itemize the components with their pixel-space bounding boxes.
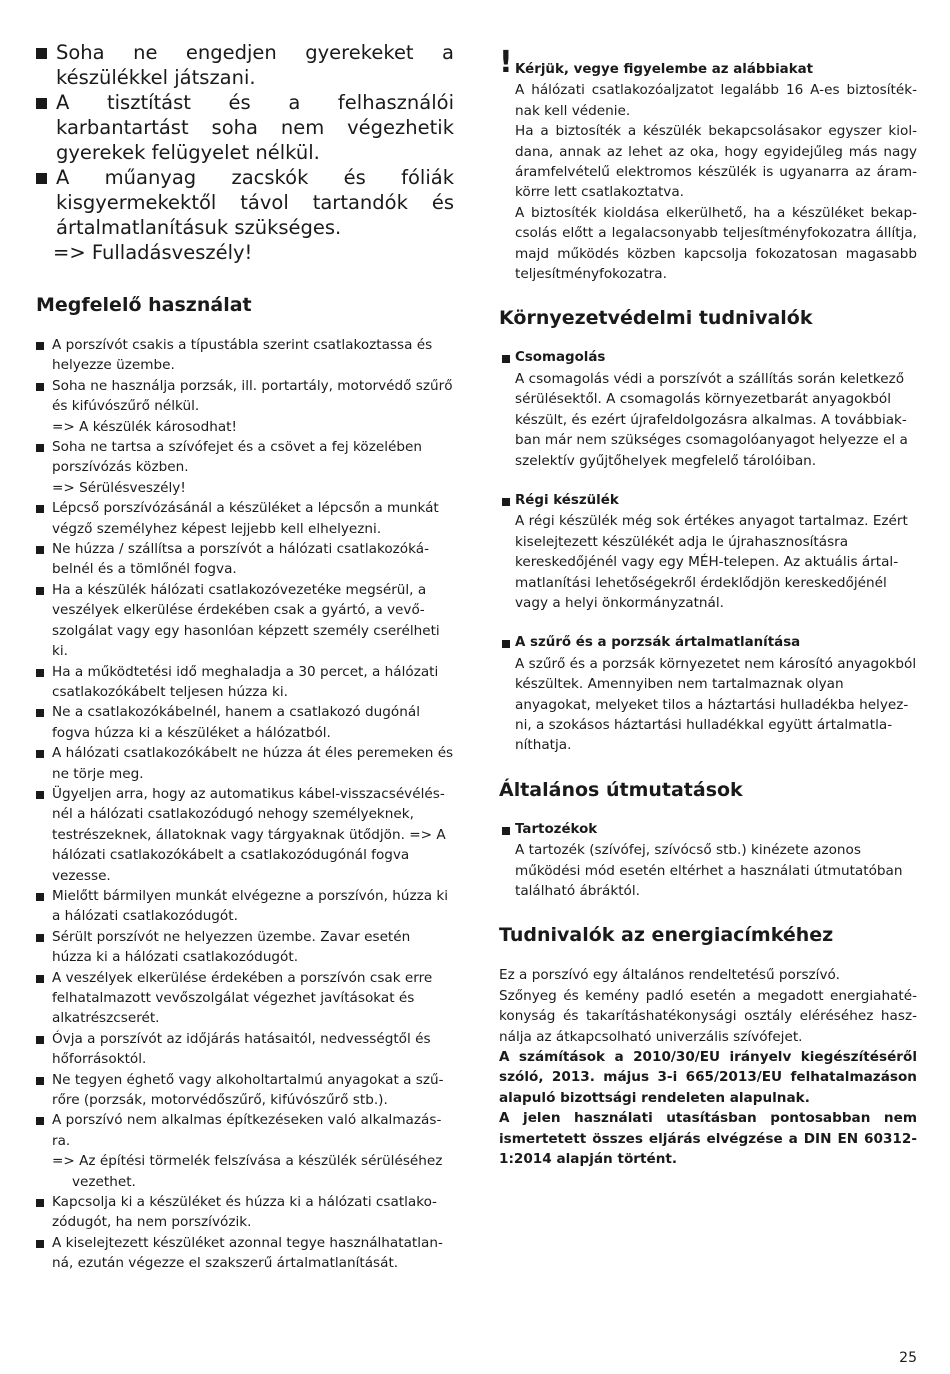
bullet-square-icon: [36, 975, 44, 983]
list-item: [36, 1110, 454, 1192]
bullet-square-icon: [36, 791, 44, 799]
energy-heading: Tudnivalók az energiacímkéhez: [499, 924, 834, 947]
energy-paragraph: Szőnyeg és kemény padló esetén a megadott energiahatékonyság és takarításhatékonysági osztály eléréséhez használja az átkapcsolható univerzális szívófejet.: [499, 987, 917, 1045]
bullet-square-icon: [502, 640, 510, 648]
list-item: [36, 1029, 454, 1070]
list-item: [36, 886, 454, 927]
item-title: A szűrő és a porzsák ártalmatlanítása: [515, 635, 801, 651]
intro-list: [36, 40, 454, 240]
bullet-square-icon: [36, 1117, 44, 1125]
item-text: A porszívót csakis a típustábla szerint csatlakoztassa és helyezze üzembe.: [52, 337, 433, 374]
warning-paragraph: A hálózati csatlakozóaljzatot legalább 16 A-es biztosítéknak kell védenie.: [515, 82, 917, 119]
item-text: Mielőtt bármilyen munkát elvégezne a porszívón, húzza ki a hálózati csatlakozódugót.: [52, 887, 449, 925]
list-item: [36, 40, 454, 90]
list-item: [36, 1233, 454, 1274]
item-note: => Sérülésveszély!: [52, 479, 186, 496]
list-item: [499, 633, 917, 755]
item-text: A csomagolás védi a porszívót a szállítás során keletkező sérülésektől. A csomagolás környezetbarát anyagokból készült, és ezért újrafeldolgozásra alkalmas. A továbbiakban már nem szükséges csomagolóanyagot helyezze el a szelektív gyűjtőhelyek megfelelő tárolóiban.: [515, 370, 908, 469]
item-text: Ne tegyen éghető vagy alkoholtartalmú anyagokat a szűrőre (porzsák, motorvédőszűrő, kifúvószűrő stb.).: [52, 1071, 444, 1109]
intro-text: A műanyag zacskók és fóliák kisgyermekektől távol tartandók és ártalmatlanításuk szükséges.: [56, 166, 454, 239]
usage-list: [36, 335, 454, 1274]
item-text: Soha ne használja porzsák, ill. portartály, motorvédő szűrő és kifúvószűrő nélkül.: [52, 377, 453, 415]
usage-heading: Megfelelő használat: [36, 294, 252, 316]
bullet-square-icon: [36, 98, 47, 109]
bullet-square-icon: [36, 934, 44, 942]
warning-title: Kérjük, vegye figyelembe az alábbiakat: [515, 62, 814, 77]
suffocation-warning: => Fulladásveszély!: [53, 241, 253, 264]
page-number: 25: [899, 1350, 917, 1366]
item-text: Ügyeljen arra, hogy az automatikus kábel-visszacsévélésnél a hálózati csatlakozódugó nehogy személyeknek, testrészeknek, állatoknak vagy tárgyaknak ütődjön. => A hálózati csatlakozókábelt a csatlakozódugónál fogva vezesse.: [52, 785, 446, 884]
bullet-square-icon: [36, 1240, 44, 1248]
list-item: [499, 348, 917, 470]
item-text: Sérült porszívót ne helyezzen üzembe. Zavar esetén húzza ki a hálózati csatlakozódugót.: [52, 928, 411, 966]
item-text: Ha a készülék hálózati csatlakozóvezetéke megsérül, a veszélyek elkerülése érdekében csak a gyártó, a vevőszolgálat vagy egy hasonlóan képzett személy cserélheti ki.: [52, 581, 440, 660]
list-item: [36, 1070, 454, 1111]
energy-regulation-note: A számítások a 2010/30/EU irányelv kiegészítéséről szóló, 2013. május 3-i 665/2013/EU felhatalmazáson alapuló bizottsági rendeleten alapulnak.: [499, 1049, 917, 1106]
left-column: [36, 40, 454, 1274]
item-text: Ne húzza / szállítsa a porszívót a hálózati csatlakozókábelnél és a tömlőnél fogva.: [52, 541, 429, 578]
bullet-square-icon: [36, 342, 44, 350]
intro-text: A tisztítást és a felhasználói karbantartást soha nem végezhetik gyerekek felügyelet nélkül.: [56, 91, 454, 164]
bullet-square-icon: [36, 1036, 44, 1044]
list-item: [36, 498, 454, 539]
bullet-square-icon: [36, 669, 44, 677]
list-item: [36, 90, 454, 165]
item-text: Lépcső porszívózásánál a készüléket a lépcsőn a munkát végző személyhez képest lejjebb kell elhelyezni.: [52, 500, 439, 537]
item-text: A veszélyek elkerülése érdekében a porszívón csak erre felhatalmazott vevőszolgálat végezhet javításokat és alkatrészcserét.: [52, 969, 433, 1027]
bullet-square-icon: [36, 1199, 44, 1207]
bullet-square-icon: [36, 1077, 44, 1085]
item-title: Csomagolás: [515, 350, 606, 366]
bullet-square-icon: [502, 355, 510, 363]
bullet-square-icon: [36, 48, 47, 59]
bullet-square-icon: [36, 505, 44, 513]
bullet-square-icon: [36, 173, 47, 184]
warning-block: [499, 45, 917, 284]
item-title: Régi készülék: [515, 492, 619, 508]
environment-heading: Környezetvédelmi tudnivalók: [499, 307, 813, 330]
list-item: [36, 927, 454, 968]
list-item: [36, 580, 454, 662]
bullet-square-icon: [36, 546, 44, 554]
general-heading: Általános útmutatások: [499, 778, 743, 801]
list-item: [499, 491, 917, 613]
bullet-square-icon: [36, 587, 44, 595]
item-note: => A készülék károsodhat!: [52, 418, 237, 435]
list-item: [499, 820, 917, 902]
intro-text: Soha ne engedjen gyerekeket a készülékkel játszani.: [56, 41, 454, 89]
list-item: [36, 335, 454, 376]
list-item: [36, 784, 454, 886]
bullet-square-icon: [36, 709, 44, 717]
bullet-square-icon: [36, 750, 44, 758]
bullet-square-icon: [502, 498, 510, 506]
list-item: [36, 702, 454, 743]
item-text: Soha ne tartsa a szívófejet és a csövet a fej közelében porszívózás közben.: [52, 439, 422, 476]
warning-paragraph: A biztosíték kioldása elkerülhető, ha a készüléket bekapcsolás előtt a legalacsonyabb teljesítményfokozatra állítja, majd működés közben kapcsolja fokozatosan magasabb teljesítményfokozatra.: [515, 204, 917, 283]
right-column: [499, 40, 917, 1169]
item-text: A szűrő és a porzsák környezetet nem károsító anyagokból készültek. Amennyiben nem tartalmaznak olyan anyagokat, melyeket tilos a háztartási hulladékba helyezni, a szokásos háztartási hulladékkal együtt ártalmatlaníthatja.: [515, 655, 917, 754]
item-text: A tartozék (szívófej, szívócső stb.) kinézete azonos működési mód esetén eltérhet a használati útmutatóban található ábráktól.: [515, 842, 903, 899]
list-item: [36, 437, 454, 498]
bullet-square-icon: [36, 893, 44, 901]
list-item: [36, 743, 454, 784]
item-text: A hálózati csatlakozókábelt ne húzza át éles peremeken és ne törje meg.: [52, 745, 454, 782]
item-text: Ha a működtetési idő meghaladja a 30 percet, a hálózati csatlakozókábelt teljesen húzza ki.: [52, 663, 439, 700]
bullet-square-icon: [36, 383, 44, 391]
energy-standard-note: A jelen használati utasításban pontosabban nem ismertetett összes eljárás elvégzése a DIN EN 60312-1:2014 alapján történt.: [499, 1110, 917, 1168]
energy-paragraph: Ez a porszívó egy általános rendeltetésű porszívó.: [499, 967, 840, 984]
item-text: A kiselejtezett készüléket azonnal tegye használhatatlanná, ezután végezze el szakszerű ártalmatlanítását.: [52, 1234, 443, 1272]
item-note: => Az építési törmelék felszívása a készülék sérüléséhez vezethet.: [52, 1153, 443, 1190]
warning-paragraph: Ha a biztosíték a készülék bekapcsolásakor egyszer kioldana, annak az lehet az oka, hogy egyidejűleg más nagy áramfelvételű elektromos készülék is ugyanarra az áramkörre lett csatlakoztatva.: [515, 123, 917, 201]
list-item: [36, 165, 454, 240]
item-text: Ne a csatlakozókábelnél, hanem a csatlakozó dugónál fogva húzza ki a készüléket a hálózatból.: [52, 704, 420, 741]
exclamation-icon: !: [499, 45, 513, 80]
list-item: [36, 376, 454, 437]
bullet-square-icon: [36, 444, 44, 452]
list-item: [36, 539, 454, 580]
item-text: A porszívó nem alkalmas építkezéseken való alkalmazásra.: [52, 1112, 442, 1149]
item-text: Óvja a porszívót az időjárás hatásaitól, nedvességtől és hőforrásoktól.: [52, 1030, 431, 1068]
item-title: Tartozékok: [515, 821, 598, 837]
item-text: Kapcsolja ki a készüléket és húzza ki a hálózati csatlakozódugót, ha nem porszívózik.: [52, 1194, 437, 1231]
list-item: [36, 968, 454, 1029]
list-item: [36, 662, 454, 703]
list-item: [36, 1192, 454, 1233]
bullet-square-icon: [502, 827, 510, 835]
item-text: A régi készülék még sok értékes anyagot tartalmaz. Ezért kiselejtezett készülékét adja le újrahasznosításra kereskedőjénél vagy egy MÉH-telepen. Az aktuális ártalmatlanítási lehetőségekről érdeklődjön kereskedőjénél vagy a helyi önkormányzatnál.: [515, 513, 908, 611]
